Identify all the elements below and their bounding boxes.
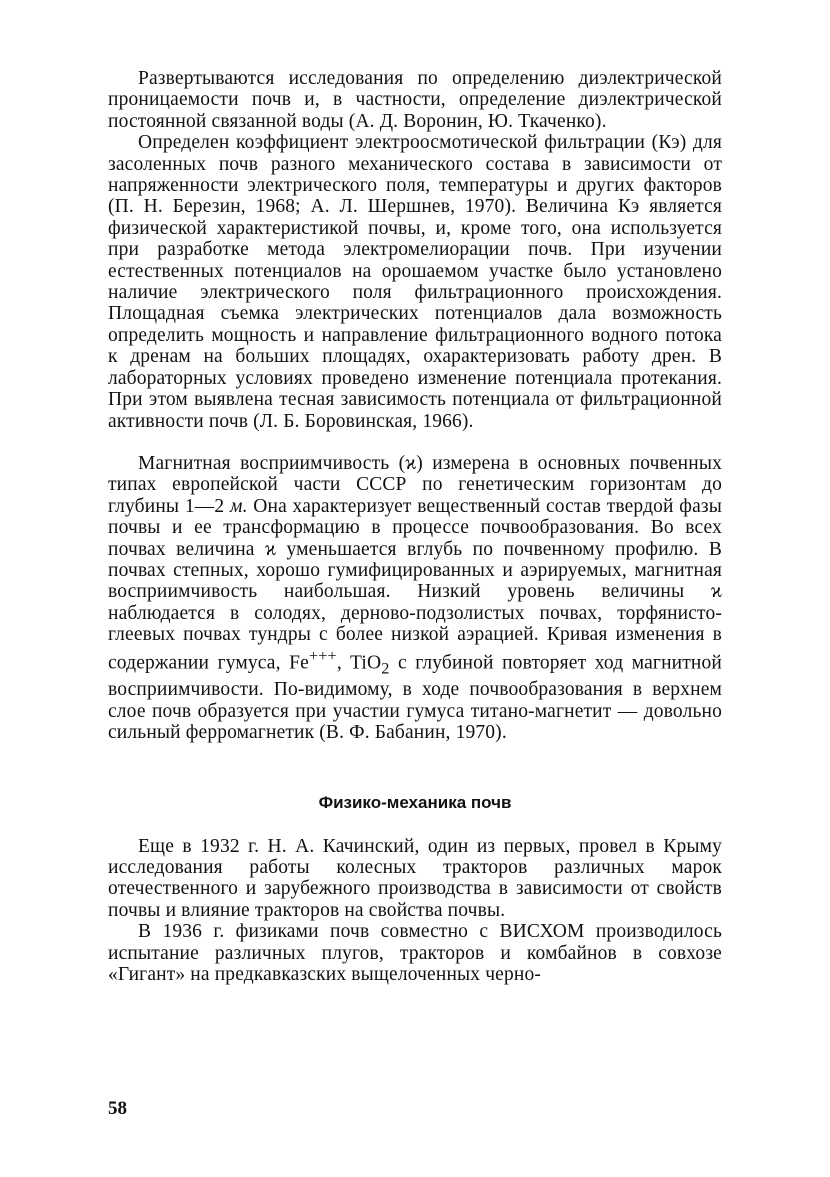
paragraph-vishom: В 1936 г. физиками почв совместно с ВИСХОМ производилось испытание различных плугов, тракторов и комбайнов в совхозе «Гигант» на предкавказских выщелоченных черно- bbox=[108, 921, 722, 986]
magnetic-text-part3: , TiO bbox=[336, 652, 382, 674]
titanium-oxide-subscript: 2 bbox=[381, 658, 390, 677]
paragraph-electroosmosis: Определен коэффициент электроосмотической фильтрации (Кэ) для засоленных почв разного механического состава в зависимости от напряженности электрического поля, температуры и других факторов (П. Н. Березин, 1968; А. Л. Шершнев, 1970). Величина Кэ является физической характеристикой почвы, и, кроме того, она используется при разработке метода электромелиорации почв. При изучении естественных потенциалов на орошаемом участке было установлено наличие электрического поля фильтрационного происхождения. Площадная съемка электрических потенциалов дала возможность определить мощность и направление фильтрационного водного потока к дренам на больших площадях, охарактеризовать работу дрен. В лабораторных условиях проведено изменение потенциала протекания. При этом выявлена тесная зависимость потенциала от фильтрационной активности почв (Л. Б. Боровинская, 1966). bbox=[108, 132, 722, 432]
text-column bbox=[108, 68, 722, 985]
magnetic-text-part2: Она характеризует вещественный состав твердой фазы почвы и ее трансформацию в процессе почвообразования. Во всех почвах величина ϰ уменьшается вглубь по почвенному профилю. В почвах степных, хорошо гумифицированных и аэрируемых, магнитная восприимчивость наибольшая. Низкий уровень величины ϰ наблюдается в солодях, дерново-подзолистых почвах, торфянисто-глеевых почвах тундры с более низкой аэрацией. Кривая изменения в содержании гумуса, Fe bbox=[108, 495, 722, 674]
iron-charge-superscript: +++ bbox=[308, 646, 337, 665]
paragraph-magnetic-susceptibility bbox=[108, 453, 722, 744]
paragraph-dielectric: Развертываются исследования по определению диэлектрической проницаемости почв и, в частности, определение диэлектрической постоянной связанной воды (А. Д. Воронин, Ю. Ткаченко). bbox=[108, 68, 722, 132]
section-heading: Физико-механика почв bbox=[318, 792, 512, 812]
unit-meter: м. bbox=[229, 495, 248, 517]
page-number: 58 bbox=[108, 1098, 127, 1119]
magnetic-text-part4: с глубиной повторяет ход магнитной восприимчивости. По-видимому, в ходе почвообразования в верхнем слое почв образуется при участии гумуса титано-магнетит — довольно сильный ферромагнетик (В. Ф. Бабанин, 1970). bbox=[108, 652, 722, 744]
magnetic-text-part1: Магнитная восприимчивость (ϰ) измерена в основных почвенных типах европейской части СССР по генетическим горизонтам до глубины 1—2 bbox=[108, 452, 722, 517]
paragraph-kachinsky: Еще в 1932 г. Н. А. Качинский, один из первых, провел в Крыму исследования работы колесных тракторов различных марок отечественного и зарубежного производства в зависимости от свойств почвы и влияние тракторов на свойства почвы. bbox=[108, 835, 722, 921]
